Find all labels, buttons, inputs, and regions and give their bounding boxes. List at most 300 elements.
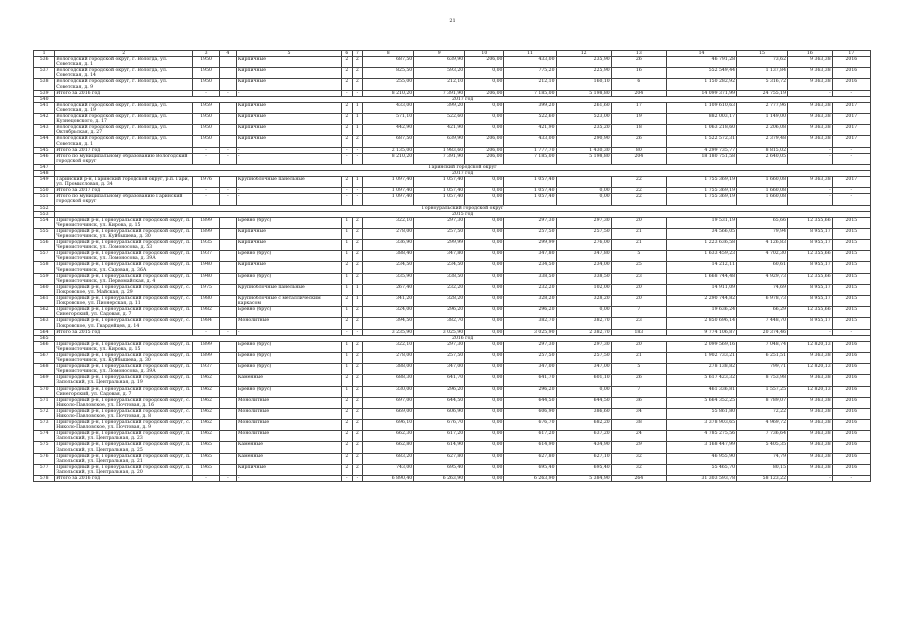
table-row xyxy=(34,431,871,442)
table-cell: 2 xyxy=(341,431,352,442)
table-cell: 297,30 xyxy=(414,217,465,228)
table-cell: 3 168 447,99 xyxy=(666,442,736,453)
table-cell: 1 xyxy=(341,217,352,228)
table-cell: 572 xyxy=(34,408,55,419)
table-cell: 2 xyxy=(341,296,352,307)
table-cell: 2 640,05 xyxy=(737,153,788,164)
table-cell: 80 xyxy=(611,147,666,153)
table-row xyxy=(34,228,871,239)
table-row xyxy=(34,476,871,482)
table-cell: 2015 xyxy=(832,284,870,295)
table-cell: 421,90 xyxy=(414,125,465,136)
table-cell: 637,20 xyxy=(556,431,611,442)
table-cell: 234,50 xyxy=(363,262,414,273)
table-cell: 568 xyxy=(34,364,55,375)
table-cell: 882 003,17 xyxy=(666,114,736,125)
table-cell: 2 xyxy=(352,386,363,397)
table-cell: 0,00 xyxy=(465,386,504,397)
table-cell: 606,90 xyxy=(414,408,465,419)
table-cell: - xyxy=(236,153,341,164)
table-cell: 1 063 218,60 xyxy=(666,125,736,136)
table-cell: 557 xyxy=(34,251,55,262)
table-cell: Пригородный р-н, Горноуральский городской округ, п. Черноисточинск, ул. Садовая, д. 36А xyxy=(55,262,193,273)
table-cell: 1 057,40 xyxy=(414,194,465,205)
table-cell: Пригородный р-н, Горноуральский городской округ, п. Черноисточинск, ул. Куйбышева, д. 30 xyxy=(55,352,193,363)
table-cell: 1 057,40 xyxy=(504,177,556,188)
table-cell: - xyxy=(341,147,352,153)
table-cell: 1 150 282,92 xyxy=(666,79,736,90)
table-cell: 19 xyxy=(611,114,666,125)
table-cell: - xyxy=(341,329,352,335)
table-cell: - xyxy=(193,194,220,205)
table-cell: Вологодский городской округ, г. Вологда, ул. Советская, д. 9 xyxy=(55,79,193,90)
table-cell: 4 xyxy=(219,51,236,57)
table-cell: 1 557,25 xyxy=(737,386,788,397)
table-cell: 65,66 xyxy=(737,217,788,228)
table-cell: - xyxy=(341,194,352,205)
table-cell: 235,20 xyxy=(556,125,611,136)
table-cell: Кирпичные xyxy=(236,228,341,239)
table-cell: 2015 xyxy=(832,262,870,273)
table-cell: 2015 xyxy=(832,296,870,307)
table-cell: 606,90 xyxy=(504,408,556,419)
table-cell: - xyxy=(352,188,363,194)
table-cell: 8 815,02 xyxy=(737,147,788,153)
table-cell: 0,00 xyxy=(465,228,504,239)
table-cell: 0,00 xyxy=(465,79,504,90)
table-cell: 32 xyxy=(611,464,666,475)
table-cell: 434,90 xyxy=(556,442,611,453)
table-cell: 2 xyxy=(352,442,363,453)
table-cell: 2016 xyxy=(832,79,870,90)
table-cell: 347,80 xyxy=(556,251,611,262)
table-cell: 296,20 xyxy=(504,386,556,397)
table-cell: 347,00 xyxy=(556,364,611,375)
table-cell xyxy=(219,375,236,386)
table-cell: - xyxy=(219,188,236,194)
table-cell: 2 xyxy=(55,51,193,57)
table-cell: 4 785 275,56 xyxy=(666,431,736,442)
table-cell: 644,50 xyxy=(414,397,465,408)
table-cell xyxy=(219,57,236,68)
table-cell: 399,20 xyxy=(504,102,556,113)
table-cell: 644,50 xyxy=(556,397,611,408)
table-cell: 2016 xyxy=(832,57,870,68)
table-cell: 31 303 593,78 xyxy=(666,476,736,482)
table-cell: 571 xyxy=(34,397,55,408)
table-cell: 36 xyxy=(611,397,666,408)
table-cell: Крупноблочные панельные xyxy=(236,177,341,188)
table-cell: 2 xyxy=(341,408,352,419)
table-cell: 6 251,51 xyxy=(737,352,788,363)
table-cell: 0,00 xyxy=(465,188,504,194)
table-cell: 695,40 xyxy=(414,464,465,475)
table-cell: 299,99 xyxy=(414,240,465,251)
table-cell: 421,90 xyxy=(504,125,556,136)
table-cell: 2017 xyxy=(832,114,870,125)
table-cell: 1950 xyxy=(193,57,220,68)
table-cell: 12 820,13 xyxy=(788,341,833,352)
table-cell: 9 363,38 xyxy=(788,114,833,125)
table-cell: 543 xyxy=(34,125,55,136)
table-cell: 523,00 xyxy=(556,114,611,125)
table-cell: Крупноблочные с металлическим каркасом xyxy=(236,296,341,307)
table-cell: 1 902 733,21 xyxy=(666,352,736,363)
table-cell: 232,20 xyxy=(414,284,465,295)
table-cell: 1 097,40 xyxy=(363,194,414,205)
table-cell: 1975 xyxy=(193,284,220,295)
table-cell: 22 xyxy=(611,177,666,188)
table-cell: 8 955,17 xyxy=(788,284,833,295)
table-cell: 278 138,82 xyxy=(666,364,736,375)
table-cell: 73,62 xyxy=(737,57,788,68)
table-cell: 556 xyxy=(34,240,55,251)
table-cell xyxy=(219,352,236,363)
table-cell: 1 xyxy=(341,240,352,251)
table-cell: 278,00 xyxy=(363,228,414,239)
table-cell: Монолитные xyxy=(236,420,341,431)
table-cell: - xyxy=(193,329,220,335)
table-cell: Пригородный р-н, Горноуральский городской округ, с. Николо-Павловское, ул. Почтовая, д. 9 xyxy=(55,420,193,431)
table-cell: 32 xyxy=(611,453,666,464)
table-cell: 2 135,00 xyxy=(363,147,414,153)
table-cell: 1 xyxy=(352,114,363,125)
table-cell: 2015 xyxy=(832,251,870,262)
table-cell: 1 660,08 xyxy=(737,194,788,205)
table-cell: 74,79 xyxy=(737,453,788,464)
table-cell: Пригородный р-н, Горноуральский городской округ, п. Синегорский, ул. Садовая, д. 7 xyxy=(55,307,193,318)
table-cell: Пригородный р-н, Горноуральский городской округ, п. Черноисточинск, ул. Куйбышева, д. 30 xyxy=(55,228,193,239)
table-cell: 338,50 xyxy=(504,273,556,284)
table-cell: 551 xyxy=(34,194,55,205)
table-cell: 2 382,70 xyxy=(556,329,611,335)
table-cell: 2 xyxy=(352,318,363,329)
table-cell: 2 xyxy=(341,464,352,475)
table-cell: 2016 xyxy=(832,408,870,419)
table-cell: 2 xyxy=(352,397,363,408)
table-cell: 2015 xyxy=(832,273,870,284)
table-cell: 1 xyxy=(352,125,363,136)
table-cell: 0,00 xyxy=(465,262,504,273)
table-cell: 206,00 xyxy=(465,90,504,96)
table-cell: 2 xyxy=(352,136,363,147)
table-cell: 8 210,20 xyxy=(363,153,414,164)
table-cell: 0,00 xyxy=(556,188,611,194)
table-cell: Кирпичные xyxy=(236,57,341,68)
table-cell: - xyxy=(236,90,341,96)
table-cell: 2 xyxy=(352,273,363,284)
table-cell: 552 xyxy=(34,205,55,211)
table-cell: 687,50 xyxy=(363,57,414,68)
table-cell: 5 405,35 xyxy=(737,442,788,453)
table-cell xyxy=(219,79,236,90)
table-cell: 212,10 xyxy=(504,79,556,90)
table-cell: Каменные xyxy=(236,453,341,464)
table-cell: 234,50 xyxy=(414,262,465,273)
table-cell: 1 149,00 xyxy=(737,114,788,125)
table-cell: Бревно (брус) xyxy=(236,307,341,318)
table-cell: 577 xyxy=(34,464,55,475)
table-cell: 547 xyxy=(34,164,55,170)
table-row xyxy=(34,251,871,262)
table-cell: 1 xyxy=(341,364,352,375)
table-cell: 1 xyxy=(352,284,363,295)
table-row xyxy=(34,125,871,136)
table-cell: 17 xyxy=(611,102,666,113)
table-cell: 662,80 xyxy=(363,442,414,453)
table-cell: 206,00 xyxy=(465,147,504,153)
table-cell: 0,00 xyxy=(465,442,504,453)
table-cell: 2 xyxy=(341,79,352,90)
table-cell xyxy=(219,177,236,188)
table-cell: 743,00 xyxy=(363,464,414,475)
table-cell: 2 379,48 xyxy=(737,136,788,147)
table-cell: 2 xyxy=(341,262,352,273)
table-cell: 2 xyxy=(352,228,363,239)
table-cell xyxy=(219,408,236,419)
table-cell: 1 097,40 xyxy=(363,177,414,188)
table-cell: Пригородный р-н, Горноуральский городской округ, п. Запольский, ул. Центральная, д. 19 xyxy=(55,375,193,386)
table-cell: 1 xyxy=(34,51,55,57)
table-cell: 6 xyxy=(341,51,352,57)
table-cell: 322,10 xyxy=(363,341,414,352)
table-cell: 394,50 xyxy=(363,318,414,329)
table-cell: 1 755 369,19 xyxy=(666,194,736,205)
table-cell: - xyxy=(352,476,363,482)
table-row xyxy=(34,194,871,205)
table-cell: 338,50 xyxy=(556,273,611,284)
table-cell: 536 xyxy=(34,57,55,68)
table-cell: 682,20 xyxy=(556,420,611,431)
table-cell: 299,99 xyxy=(504,240,556,251)
table-cell: 330,00 xyxy=(363,386,414,397)
table-cell: 34 566,05 xyxy=(666,228,736,239)
table-cell: 26 xyxy=(611,136,666,147)
table-row xyxy=(34,57,871,68)
table-cell: 695,40 xyxy=(504,464,556,475)
table-cell: - xyxy=(832,153,870,164)
table-cell: 0,00 xyxy=(465,296,504,307)
table-cell: 206,00 xyxy=(465,136,504,147)
table-cell: Кирпичные xyxy=(236,68,341,79)
table-cell: 20 xyxy=(611,341,666,352)
table-cell: Итого по муниципальному образованию Гаринский городской округ xyxy=(55,194,193,205)
table-cell: 46 955,90 xyxy=(666,453,736,464)
table-cell: 695,40 xyxy=(556,464,611,475)
table-cell: Монолитные xyxy=(236,397,341,408)
table-cell: 8 753,98 xyxy=(737,375,788,386)
table-cell: 257,50 xyxy=(504,228,556,239)
table-cell: 7 xyxy=(611,386,666,397)
table-cell: 825,50 xyxy=(363,68,414,79)
table-cell: 46 791,28 xyxy=(666,57,736,68)
table-cell: 26 xyxy=(611,57,666,68)
table-cell: 26 xyxy=(611,375,666,386)
table-cell: Кирпичные xyxy=(236,79,341,90)
table-cell: Вологодский городской округ, г. Вологда, ул. Октябрьская, д. 27 xyxy=(55,125,193,136)
table-cell: 1950 xyxy=(193,125,220,136)
table-cell: 9 363,38 xyxy=(788,79,833,90)
table-row xyxy=(34,102,871,113)
table-cell: 0,00 xyxy=(465,217,504,228)
table-cell xyxy=(219,341,236,352)
table-cell: 0,00 xyxy=(465,240,504,251)
table-cell: 563 xyxy=(34,318,55,329)
table-cell: 617,20 xyxy=(504,431,556,442)
table-cell xyxy=(219,228,236,239)
table-cell xyxy=(556,177,611,188)
table-cell: 548 xyxy=(34,170,55,176)
table-cell: 1 xyxy=(341,341,352,352)
table-cell: 2 xyxy=(341,68,352,79)
table-cell: Бревно (брус) xyxy=(236,364,341,375)
table-cell: 1 660,08 xyxy=(737,188,788,194)
table-cell: 60,61 xyxy=(737,262,788,273)
table-cell: 2 xyxy=(341,102,352,113)
table-cell: Пригородный р-н, Горноуральский городской округ, с. Покровское, ул. Гвардейцев, д. 14 xyxy=(55,318,193,329)
table-cell: 2 xyxy=(352,341,363,352)
table-cell: - xyxy=(352,90,363,96)
table-cell: 347,80 xyxy=(504,251,556,262)
table-cell: 775,20 xyxy=(504,68,556,79)
table-cell: 2 777,96 xyxy=(737,102,788,113)
table-cell: Пригородный р-н, Горноуральский городской округ, п. Запольский, ул. Центральная, д. 25 xyxy=(55,442,193,453)
table-cell: 276,00 xyxy=(556,240,611,251)
table-cell: 328,20 xyxy=(414,296,465,307)
table-cell: 2 xyxy=(352,217,363,228)
table-cell: - xyxy=(832,329,870,335)
table-cell: 74,69 xyxy=(737,284,788,295)
table-cell: 399,20 xyxy=(414,102,465,113)
table-cell: 9 363,38 xyxy=(788,397,833,408)
table-cell: 2016 xyxy=(832,453,870,464)
table-cell: 1965 xyxy=(193,442,220,453)
table-cell: - xyxy=(193,153,220,164)
table-cell: 21 xyxy=(611,228,666,239)
table-cell: 382,70 xyxy=(556,318,611,329)
table-cell: - xyxy=(788,329,833,335)
page-number: 21 xyxy=(449,18,456,24)
table-cell: 11 xyxy=(504,51,556,57)
table-cell: 25 xyxy=(611,262,666,273)
table-row xyxy=(34,136,871,147)
table-cell: 2 xyxy=(352,375,363,386)
table-cell: 0,00 xyxy=(465,329,504,335)
table-cell: 264 xyxy=(611,476,666,482)
table-row xyxy=(34,177,871,188)
table-cell: Вологодский городской округ, г. Вологда, ул. Советская, д. 1 xyxy=(55,57,193,68)
table-cell: 6 263,90 xyxy=(504,476,556,482)
table-cell: 593,20 xyxy=(414,68,465,79)
table-cell: 433,00 xyxy=(504,57,556,68)
table-cell: 1962 xyxy=(193,408,220,419)
table-cell: 9 363,38 xyxy=(788,102,833,113)
table-cell: 8 955,17 xyxy=(788,228,833,239)
table-cell: Итого за 2017 год xyxy=(55,188,193,194)
table-cell: 9 363,38 xyxy=(788,464,833,475)
table-cell: 1 057,40 xyxy=(414,177,465,188)
table-cell: 347,00 xyxy=(414,364,465,375)
table-cell: 1940 xyxy=(193,262,220,273)
table-cell: 12 355,66 xyxy=(788,273,833,284)
table-cell: 2 xyxy=(352,453,363,464)
table-cell: 1 xyxy=(341,251,352,262)
table-cell: 8 955,17 xyxy=(788,262,833,273)
table-row xyxy=(34,352,871,363)
table-cell: 1950 xyxy=(193,114,220,125)
table-cell: 2 290 744,82 xyxy=(666,296,736,307)
table-cell: 565 xyxy=(34,335,55,341)
table-cell: 2017 xyxy=(832,177,870,188)
table-cell: Кирпичные xyxy=(236,240,341,251)
table-cell: 5 xyxy=(611,251,666,262)
table-row xyxy=(34,318,871,329)
table-cell: 19 531,19 xyxy=(666,217,736,228)
table-cell: - xyxy=(219,153,236,164)
table-cell: 641,70 xyxy=(414,375,465,386)
table-cell: 21 xyxy=(611,352,666,363)
table-cell: - xyxy=(236,147,341,153)
table-cell: Пригородный р-н, Горноуральский городской округ, п. Черноисточинск, ул. Кирова, д. 15 xyxy=(55,217,193,228)
table-cell xyxy=(219,136,236,147)
table-cell: 683,20 xyxy=(363,453,414,464)
table-cell: 2 xyxy=(352,431,363,442)
table-cell xyxy=(219,102,236,113)
table-cell: 12 355,66 xyxy=(788,251,833,262)
table-cell: 3 025,90 xyxy=(504,329,556,335)
table-cell: 234,00 xyxy=(556,262,611,273)
table-cell: 2 xyxy=(341,318,352,329)
table-cell: Пригородный р-н, Горноуральский городской округ, п. Черноисточинск, ул. Первомайская, д. 4 xyxy=(55,273,193,284)
table-cell: Горноуральский городской округ xyxy=(55,205,871,211)
table-cell: 1950 xyxy=(193,136,220,147)
table-cell: 23 xyxy=(611,318,666,329)
table-cell: 8 xyxy=(363,51,414,57)
table-cell: Каменные xyxy=(236,442,341,453)
table-cell: 575 xyxy=(34,442,55,453)
table-cell: 433,00 xyxy=(504,136,556,147)
table-cell: 541 xyxy=(34,102,55,113)
table-cell: 12 820,13 xyxy=(788,364,833,375)
table-cell: Итого за 2016 год xyxy=(55,476,193,482)
table-cell: Вологодский городской округ, г. Вологда, ул. Кузнецовского, д. 17 xyxy=(55,114,193,125)
table-cell: 1 522 572,31 xyxy=(666,136,736,147)
table-cell xyxy=(219,420,236,431)
table-cell xyxy=(219,125,236,136)
table-cell: 6 890,40 xyxy=(363,476,414,482)
table-cell: 328,20 xyxy=(504,296,556,307)
table-cell: 335,90 xyxy=(363,273,414,284)
table-cell: 2017 год xyxy=(55,170,871,176)
table-cell: 544 xyxy=(34,136,55,147)
table-cell: 5 xyxy=(236,51,341,57)
table-cell: Крупноблочные панельные xyxy=(236,284,341,295)
table-cell: Пригородный р-н, Горноуральский городской округ, с. Покровское, ул. Пионерская, д. 11 xyxy=(55,296,193,307)
table-cell: 16 xyxy=(788,51,833,57)
table-cell: 644,50 xyxy=(504,397,556,408)
table-cell: 1 660,08 xyxy=(737,177,788,188)
table-cell: Пригородный р-н, Горноуральский городской округ, с. Николо-Павловское, ул. Почтовая, д. 8 xyxy=(55,408,193,419)
table-cell: 0,00 xyxy=(556,194,611,205)
table-cell xyxy=(219,217,236,228)
table-row xyxy=(34,262,871,273)
table-cell: 20 374,46 xyxy=(737,329,788,335)
table-cell: 24 755,19 xyxy=(737,90,788,96)
table-cell xyxy=(219,114,236,125)
table-cell: - xyxy=(193,476,220,482)
table-cell: 0,00 xyxy=(465,68,504,79)
table-cell: 555 xyxy=(34,228,55,239)
